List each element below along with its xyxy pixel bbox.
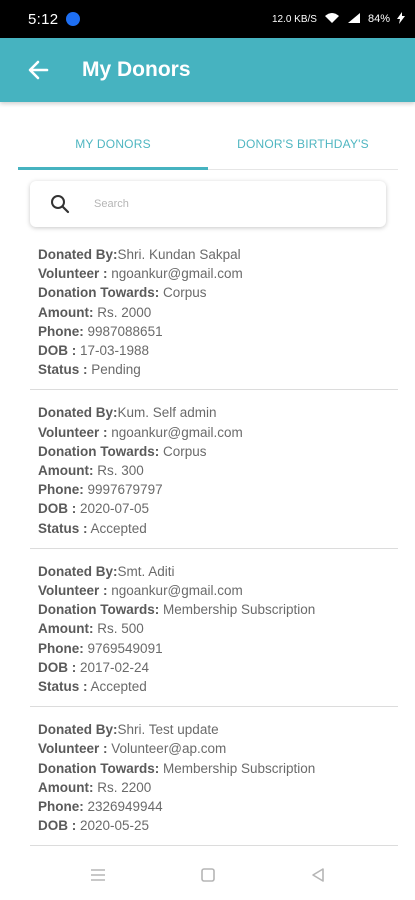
search-icon[interactable] [30, 194, 90, 214]
donated-by-label: Donated By: [38, 563, 118, 579]
towards-label: Donation Towards: [38, 285, 160, 301]
phone-row [38, 639, 398, 658]
tab-bar [18, 118, 398, 170]
dob-label: DOB : [38, 818, 77, 834]
volunteer-value: Volunteer@ap.com [107, 741, 227, 757]
status-value: Pending [87, 362, 141, 378]
towards-value: Membership Subscription [159, 602, 316, 618]
battery-charging-icon [397, 12, 405, 27]
volunteer-row [38, 423, 398, 442]
donated-by-row [38, 720, 398, 739]
towards-value: Corpus [159, 443, 207, 459]
signal-icon [347, 12, 361, 27]
towards-value: Corpus [159, 285, 207, 301]
tab-donors-birthdays[interactable]: DONOR'S BIRTHDAY'S [237, 136, 369, 151]
tab-my-donors[interactable]: MY DONORS [18, 118, 208, 169]
donated-by-row [38, 245, 398, 264]
system-nav-bar [0, 850, 415, 900]
amount-value: Rs. 2200 [93, 779, 152, 795]
page-title: My Donors [82, 58, 191, 81]
volunteer-label: Volunteer : [38, 583, 108, 599]
phone-row [38, 480, 398, 499]
status-label: Status : [38, 679, 88, 695]
towards-label: Donation Towards: [38, 602, 160, 618]
donor-card[interactable] [30, 549, 398, 707]
towards-row [38, 759, 398, 778]
nav-home-button[interactable] [193, 860, 223, 890]
amount-label: Amount: [38, 779, 94, 795]
volunteer-value: ngoankur@gmail.com [107, 424, 243, 440]
dob-row [38, 341, 398, 360]
phone-value: 9997679797 [83, 482, 163, 498]
phone-label: Phone: [38, 323, 84, 339]
status-value: Accepted [87, 679, 147, 695]
search-input[interactable] [90, 198, 350, 210]
status-row [38, 360, 398, 379]
donated-by-row [38, 562, 398, 581]
status-row [38, 677, 398, 696]
donor-card[interactable] [30, 232, 398, 390]
battery-level: 84% [367, 13, 390, 25]
volunteer-row [38, 581, 398, 600]
phone-label: Phone: [38, 482, 84, 498]
volunteer-label: Volunteer : [38, 424, 108, 440]
phone-value: 2326949944 [83, 799, 163, 815]
dob-value: 17-03-1988 [76, 343, 150, 359]
dob-value: 2020-05-25 [76, 818, 150, 834]
phone-row [38, 322, 398, 341]
volunteer-row [38, 739, 398, 758]
dob-value: 2017-02-24 [76, 659, 150, 675]
amount-value: Rs. 2000 [93, 304, 152, 320]
towards-row [38, 442, 398, 461]
phone-row [38, 797, 398, 816]
status-bar [0, 0, 415, 38]
amount-label: Amount: [38, 463, 94, 479]
network-speed: 12.0 KB/S [271, 13, 317, 25]
status-indicators [272, 12, 405, 27]
donated-by-label: Donated By: [38, 247, 118, 262]
donated-by-label: Donated By: [38, 405, 118, 421]
amount-row [38, 303, 398, 322]
dob-label: DOB : [38, 501, 77, 517]
donated-by-value: Kum. Self admin [117, 405, 217, 421]
donated-by-value: Smt. Aditi [117, 563, 175, 579]
volunteer-label: Volunteer : [38, 266, 108, 282]
dob-row [38, 816, 398, 835]
dob-row [38, 658, 398, 677]
phone-value: 9769549091 [83, 640, 163, 656]
amount-label: Amount: [38, 304, 94, 320]
nav-menu-button[interactable] [83, 860, 113, 890]
volunteer-value: ngoankur@gmail.com [107, 583, 243, 599]
amount-row [38, 778, 398, 797]
towards-row [38, 600, 398, 619]
towards-value: Membership Subscription [159, 760, 316, 776]
amount-label: Amount: [38, 621, 94, 637]
status-value: Accepted [87, 520, 147, 536]
notification-icon [66, 12, 80, 26]
volunteer-value: ngoankur@gmail.com [107, 266, 243, 282]
wifi-icon [324, 12, 340, 27]
donor-list [30, 232, 398, 850]
donor-card[interactable] [30, 707, 398, 846]
phone-label: Phone: [38, 799, 84, 815]
amount-row [38, 619, 398, 638]
towards-row [38, 283, 398, 302]
app-bar [0, 38, 415, 102]
status-row [38, 519, 398, 538]
amount-value: Rs. 500 [93, 621, 144, 637]
donor-card[interactable] [30, 390, 398, 548]
volunteer-label: Volunteer : [38, 741, 108, 757]
status-label: Status : [38, 520, 88, 536]
volunteer-row [38, 264, 398, 283]
dob-value: 2020-07-05 [76, 501, 150, 517]
dob-row [38, 499, 398, 518]
towards-label: Donation Towards: [38, 443, 160, 459]
status-time: 5:12 [28, 10, 59, 28]
towards-label: Donation Towards: [38, 760, 160, 776]
status-label: Status : [38, 362, 88, 378]
donated-by-value: Shri. Test update [117, 722, 219, 738]
amount-row [38, 461, 398, 480]
phone-value: 9987088651 [83, 323, 163, 339]
arrow-left-icon [27, 59, 49, 81]
donated-by-row [38, 403, 398, 422]
back-button[interactable] [16, 48, 60, 92]
phone-label: Phone: [38, 640, 84, 656]
nav-back-button[interactable] [303, 860, 333, 890]
dob-label: DOB : [38, 659, 77, 675]
dob-label: DOB : [38, 343, 77, 359]
triangle-back-icon [310, 867, 326, 883]
donated-by-label: Donated By: [38, 722, 118, 738]
search-bar[interactable] [30, 181, 386, 227]
menu-icon [89, 867, 107, 883]
square-home-icon [200, 867, 216, 883]
donated-by-value: Shri. Kundan Sakpal [117, 247, 241, 262]
amount-value: Rs. 300 [93, 463, 144, 479]
